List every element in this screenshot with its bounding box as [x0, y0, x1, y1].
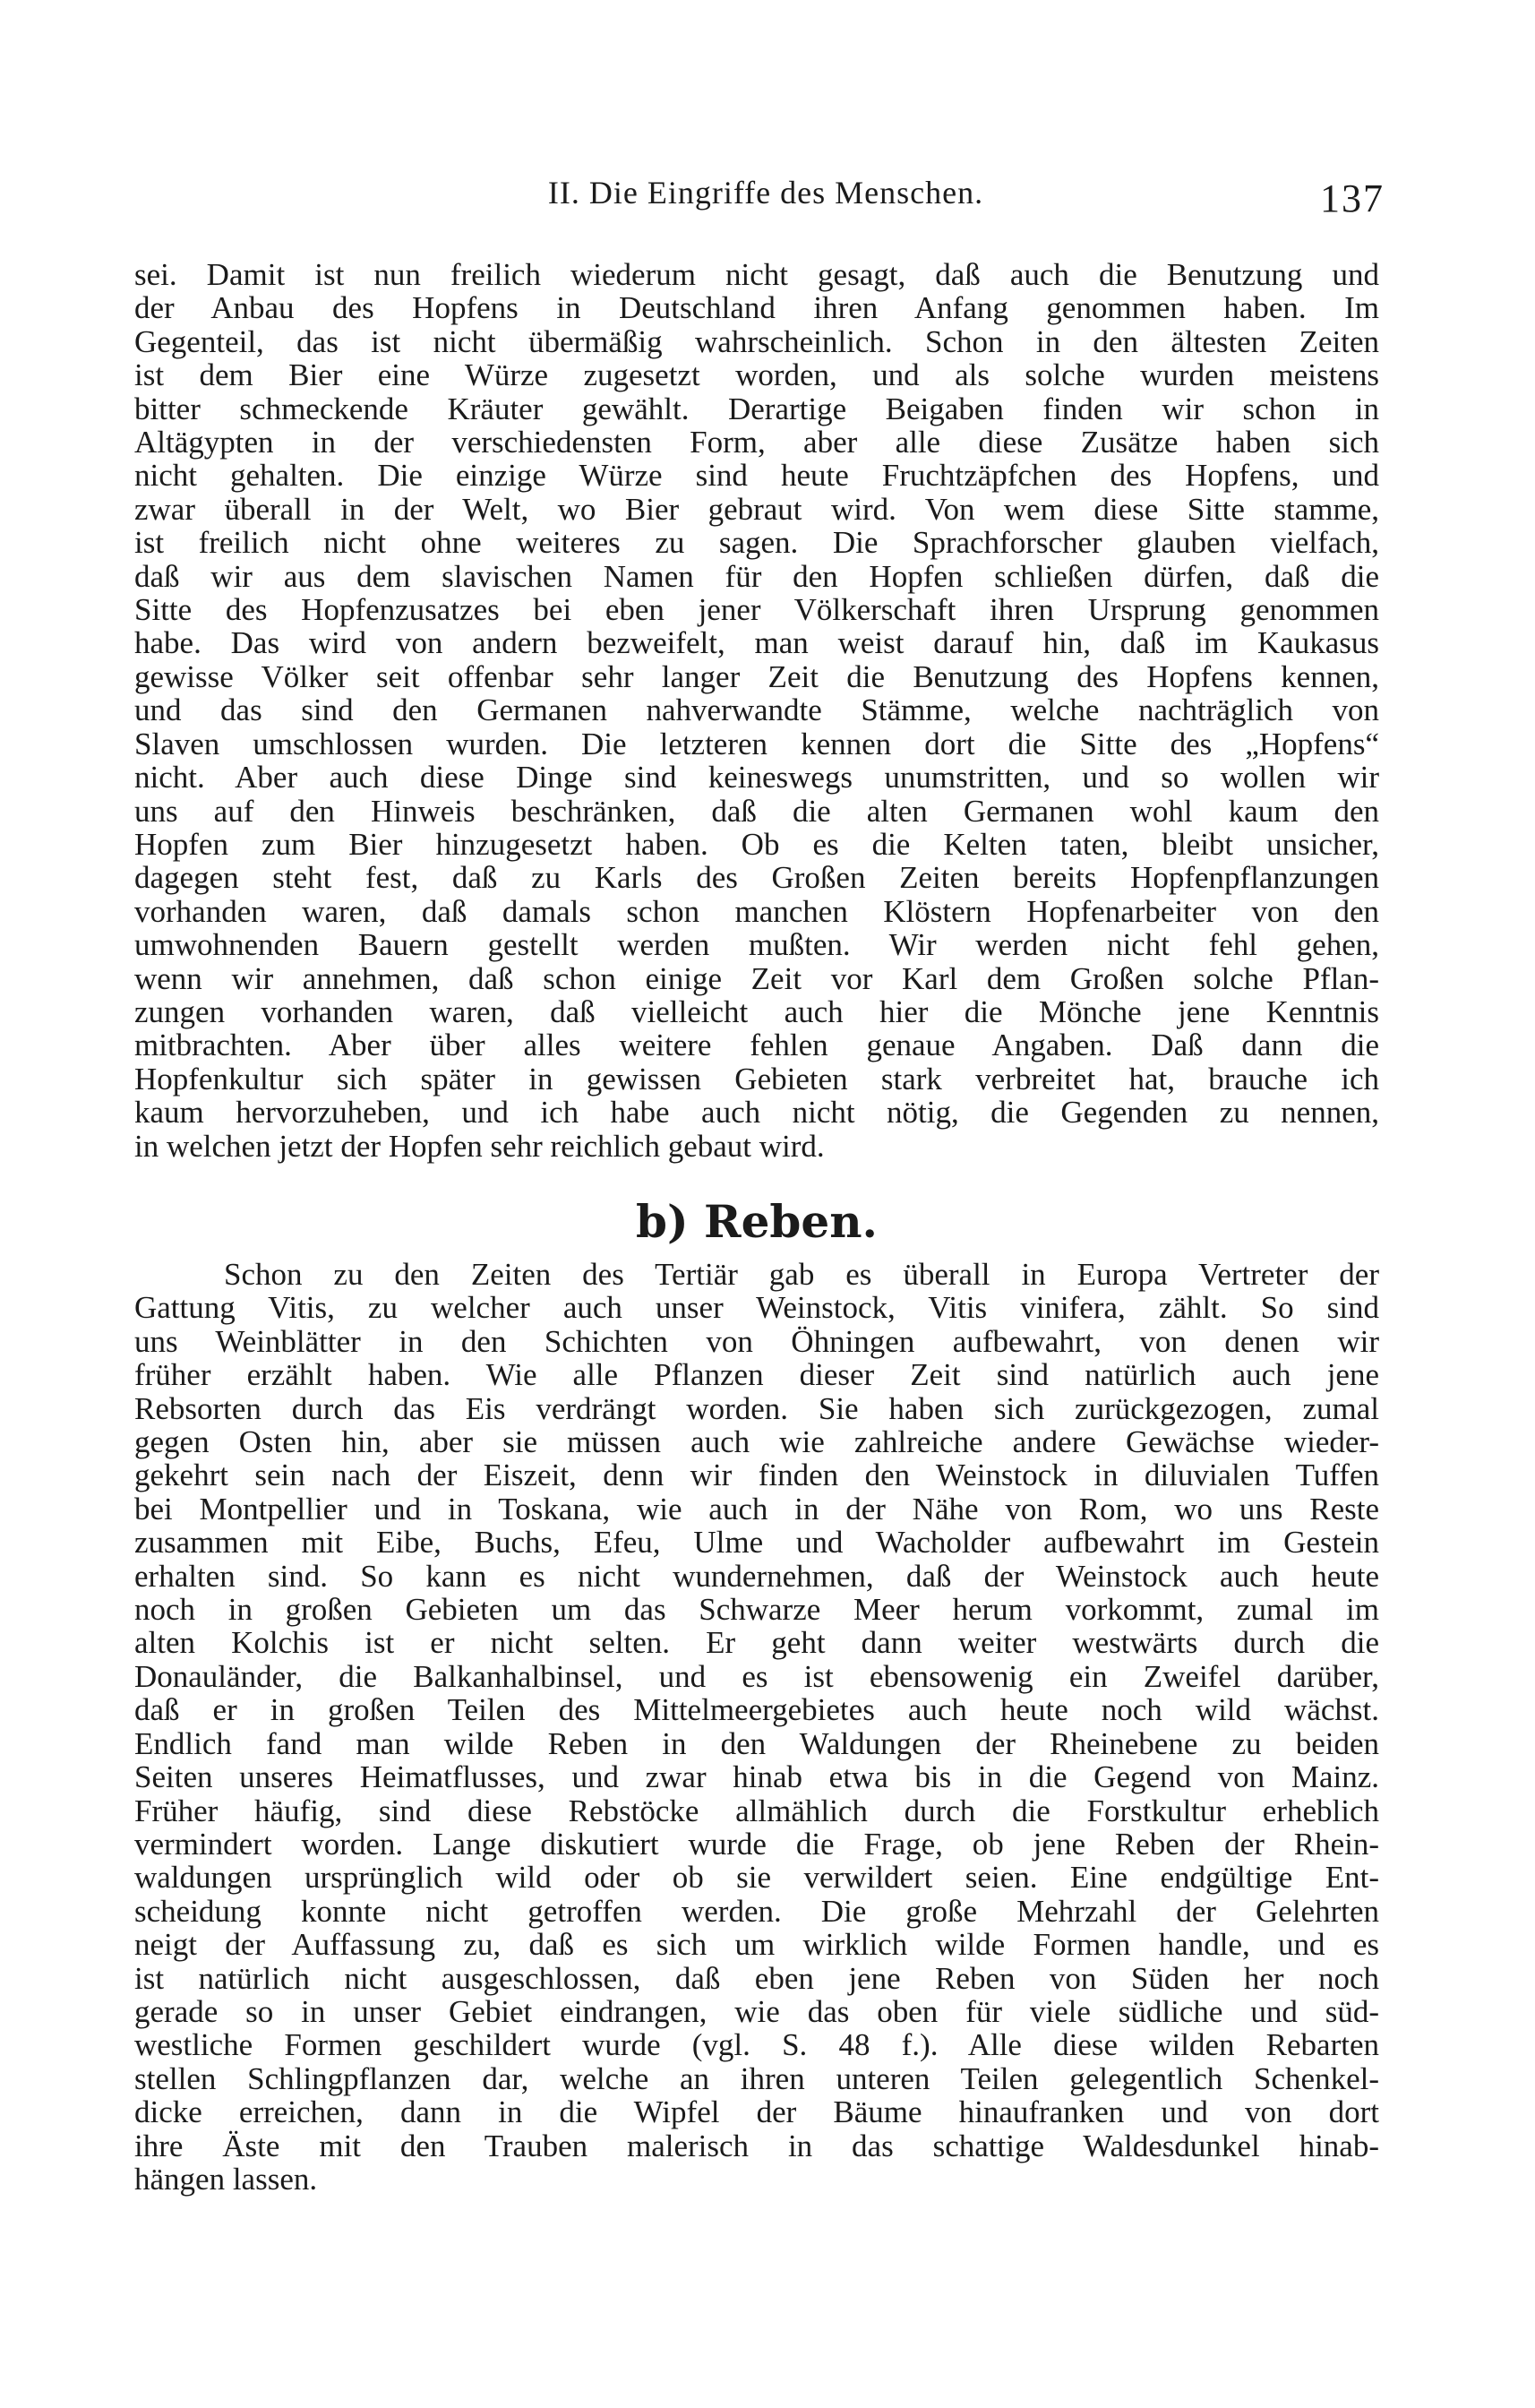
text-line: uns Weinblätter in den Schichten von Öhningen aufbewahrt, von denen wir — [134, 1323, 1379, 1359]
text-line: mitbrachten. Aber über alles weitere fehlen genaue Angaben. Daß dann die — [134, 1028, 1379, 1063]
text-line: nicht. Aber auch diese Dinge sind keineswegs unumstritten, und so wollen wir — [134, 760, 1379, 796]
text-line: Gattung Vitis, zu welcher auch unser Weinstock, Vitis vinifera, zählt. So sind — [134, 1290, 1379, 1326]
text-line: daß er in großen Teilen des Mittelmeergebietes auch heute noch wild wächst. — [134, 1692, 1379, 1728]
text-line: zusammen mit Eibe, Buchs, Efeu, Ulme und Wacholder aufbewahrt im Gestein — [134, 1525, 1379, 1561]
text-line: daß wir aus dem slavischen Namen für den Hopfen schließen dürfen, daß die — [134, 558, 1379, 594]
text-line: gegen Osten hin, aber sie müssen auch wie zahlreiche andere Gewächse wieder- — [134, 1424, 1379, 1460]
text-line: hängen lassen. — [134, 2161, 318, 2197]
text-line: Hopfen zum Bier hinzugesetzt haben. Ob es die Kelten taten, bleibt unsicher, — [134, 826, 1379, 862]
text-line: Endlich fand man wilde Reben in den Waldungen der Rheinebene zu beiden — [134, 1725, 1379, 1761]
text-line: Hopfenkultur sich später in gewissen Gebieten stark verbreitet hat, brauche ich — [134, 1061, 1379, 1096]
text-line: nicht gehalten. Die einzige Würze sind heute Fruchtzäpfchen des Hopfens, und — [134, 458, 1379, 494]
text-line: westliche Formen geschildert wurde (vgl. S. 48 f.). Alle diese wilden Rebarten — [134, 2027, 1379, 2063]
text-line: der Anbau des Hopfens in Deutschland ihren Anfang genommen haben. Im — [134, 290, 1379, 326]
text-line: ist natürlich nicht ausgeschlossen, daß eben jene Reben von Süden her noch — [134, 1960, 1379, 1996]
text-line: ihre Äste mit den Trauben malerisch in das schattige Waldesdunkel hinab- — [134, 2128, 1379, 2163]
text-line: waldungen ursprünglich wild oder ob sie verwildert seien. Eine endgültige Ent- — [134, 1860, 1379, 1896]
text-line: zungen vorhanden waren, daß vielleicht auch hier die Mönche jene Kenntnis — [134, 993, 1379, 1029]
text-line: gewisse Völker seit offenbar sehr langer Zeit die Benutzung des Hopfens kennen, — [134, 658, 1379, 694]
text-line: sei. Damit ist nun freilich wiederum nicht gesagt, daß auch die Benutzung und — [134, 257, 1379, 292]
text-line: zwar überall in der Welt, wo Bier gebraut wird. Von wem diese Sitte stamme, — [134, 491, 1379, 527]
paragraph-hopfen — [134, 258, 1379, 1163]
text-line: vermindert worden. Lange diskutiert wurde die Frage, ob jene Reben der Rhein- — [134, 1826, 1379, 1862]
text-line: Seiten unseres Heimatflusses, und zwar hinab etwa bis in die Gegend von Mainz. — [134, 1759, 1379, 1795]
text-line: alten Kolchis ist er nicht selten. Er geht dann weiter westwärts durch die — [134, 1625, 1379, 1661]
text-line: habe. Das wird von andern bezweifelt, man weist darauf hin, daß im Kaukasus — [134, 625, 1379, 661]
text-line: Altägypten in der verschiedensten Form, aber alle diese Zusätze haben sich — [134, 425, 1379, 460]
text-line: Rebsorten durch das Eis verdrängt worden. Sie haben sich zurückgezogen, zumal — [134, 1390, 1379, 1426]
text-line: Sitte des Hopfenzusatzes bei eben jener Völkerschaft ihren Ursprung genommen — [134, 592, 1379, 628]
text-line: Slaven umschlossen wurden. Die letzteren kennen dort die Sitte des „Hopfens“ — [134, 726, 1379, 761]
page-number: 137 — [1320, 176, 1385, 220]
text-line: erhalten sind. So kann es nicht wundernehmen, daß der Weinstock auch heute — [134, 1558, 1379, 1594]
text-line: stellen Schlingpflanzen dar, welche an ihren unteren Teilen gelegentlich Schenkel- — [134, 2060, 1379, 2096]
text-line: Gegenteil, das ist nicht übermäßig wahrscheinlich. Schon in den ältesten Zeiten — [134, 323, 1379, 359]
text-line: scheidung konnte nicht getroffen werden. Die große Mehrzahl der Gelehrten — [134, 1893, 1379, 1929]
text-line: Donauländer, die Balkanhalbinsel, und es ist ebensowenig ein Zweifel darüber, — [134, 1658, 1379, 1694]
text-line: dagegen steht fest, daß zu Karls des Großen Zeiten bereits Hopfenpflanzungen — [134, 860, 1379, 896]
text-line: wenn wir annehmen, daß schon einige Zeit vor Karl dem Großen solche Pflan- — [134, 960, 1379, 996]
text-line: Schon zu den Zeiten des Tertiär gab es überall in Europa Vertreter der — [224, 1257, 1379, 1292]
text-line: und das sind den Germanen nahverwandte Stämme, welche nachträglich von — [134, 692, 1379, 728]
text-line: früher erzählt haben. Wie alle Pflanzen dieser Zeit sind natürlich auch jene — [134, 1357, 1379, 1393]
text-line: neigt der Auffassung zu, daß es sich um wirklich wilde Formen handle, und es — [134, 1927, 1379, 1963]
section-heading: b) Reben. — [636, 1195, 878, 1248]
text-line: kaum hervorzuheben, und ich habe auch nicht nötig, die Gegenden zu nennen, — [134, 1095, 1379, 1131]
text-line: umwohnenden Bauern gestellt werden mußten. Wir werden nicht fehl gehen, — [134, 927, 1379, 963]
running-head: II. Die Eingriffe des Menschen. — [547, 175, 984, 211]
text-line: noch in großen Gebieten um das Schwarze Meer herum vorkommt, zumal im — [134, 1592, 1379, 1628]
paragraph-reben — [134, 1258, 1379, 2196]
text-line: vorhanden waren, daß damals schon manchen Klöstern Hopfenarbeiter von den — [134, 893, 1379, 929]
text-line: uns auf den Hinweis beschränken, daß die alten Germanen wohl kaum den — [134, 793, 1379, 829]
text-line: bei Montpellier und in Toskana, wie auch in der Nähe von Rom, wo uns Reste — [134, 1491, 1379, 1526]
text-line: ist freilich nicht ohne weiteres zu sagen. Die Sprachforscher glauben vielfach, — [134, 525, 1379, 561]
text-line: gerade so in unser Gebiet eindrangen, wie das oben für viele südliche und süd- — [134, 1993, 1379, 2029]
text-line: Früher häufig, sind diese Rebstöcke allmählich durch die Forstkultur erheblich — [134, 1793, 1379, 1828]
text-line: bitter schmeckende Kräuter gewählt. Derartige Beigaben finden wir schon in — [134, 391, 1379, 426]
text-line: in welchen jetzt der Hopfen sehr reichlich gebaut wird. — [134, 1128, 825, 1164]
text-line: ist dem Bier eine Würze zugesetzt worden, und als solche wurden meistens — [134, 357, 1379, 393]
text-line: gekehrt sein nach der Eiszeit, denn wir finden den Weinstock in diluvialen Tuffen — [134, 1458, 1379, 1493]
text-line: dicke erreichen, dann in die Wipfel der Bäume hinaufranken und von dort — [134, 2094, 1379, 2130]
